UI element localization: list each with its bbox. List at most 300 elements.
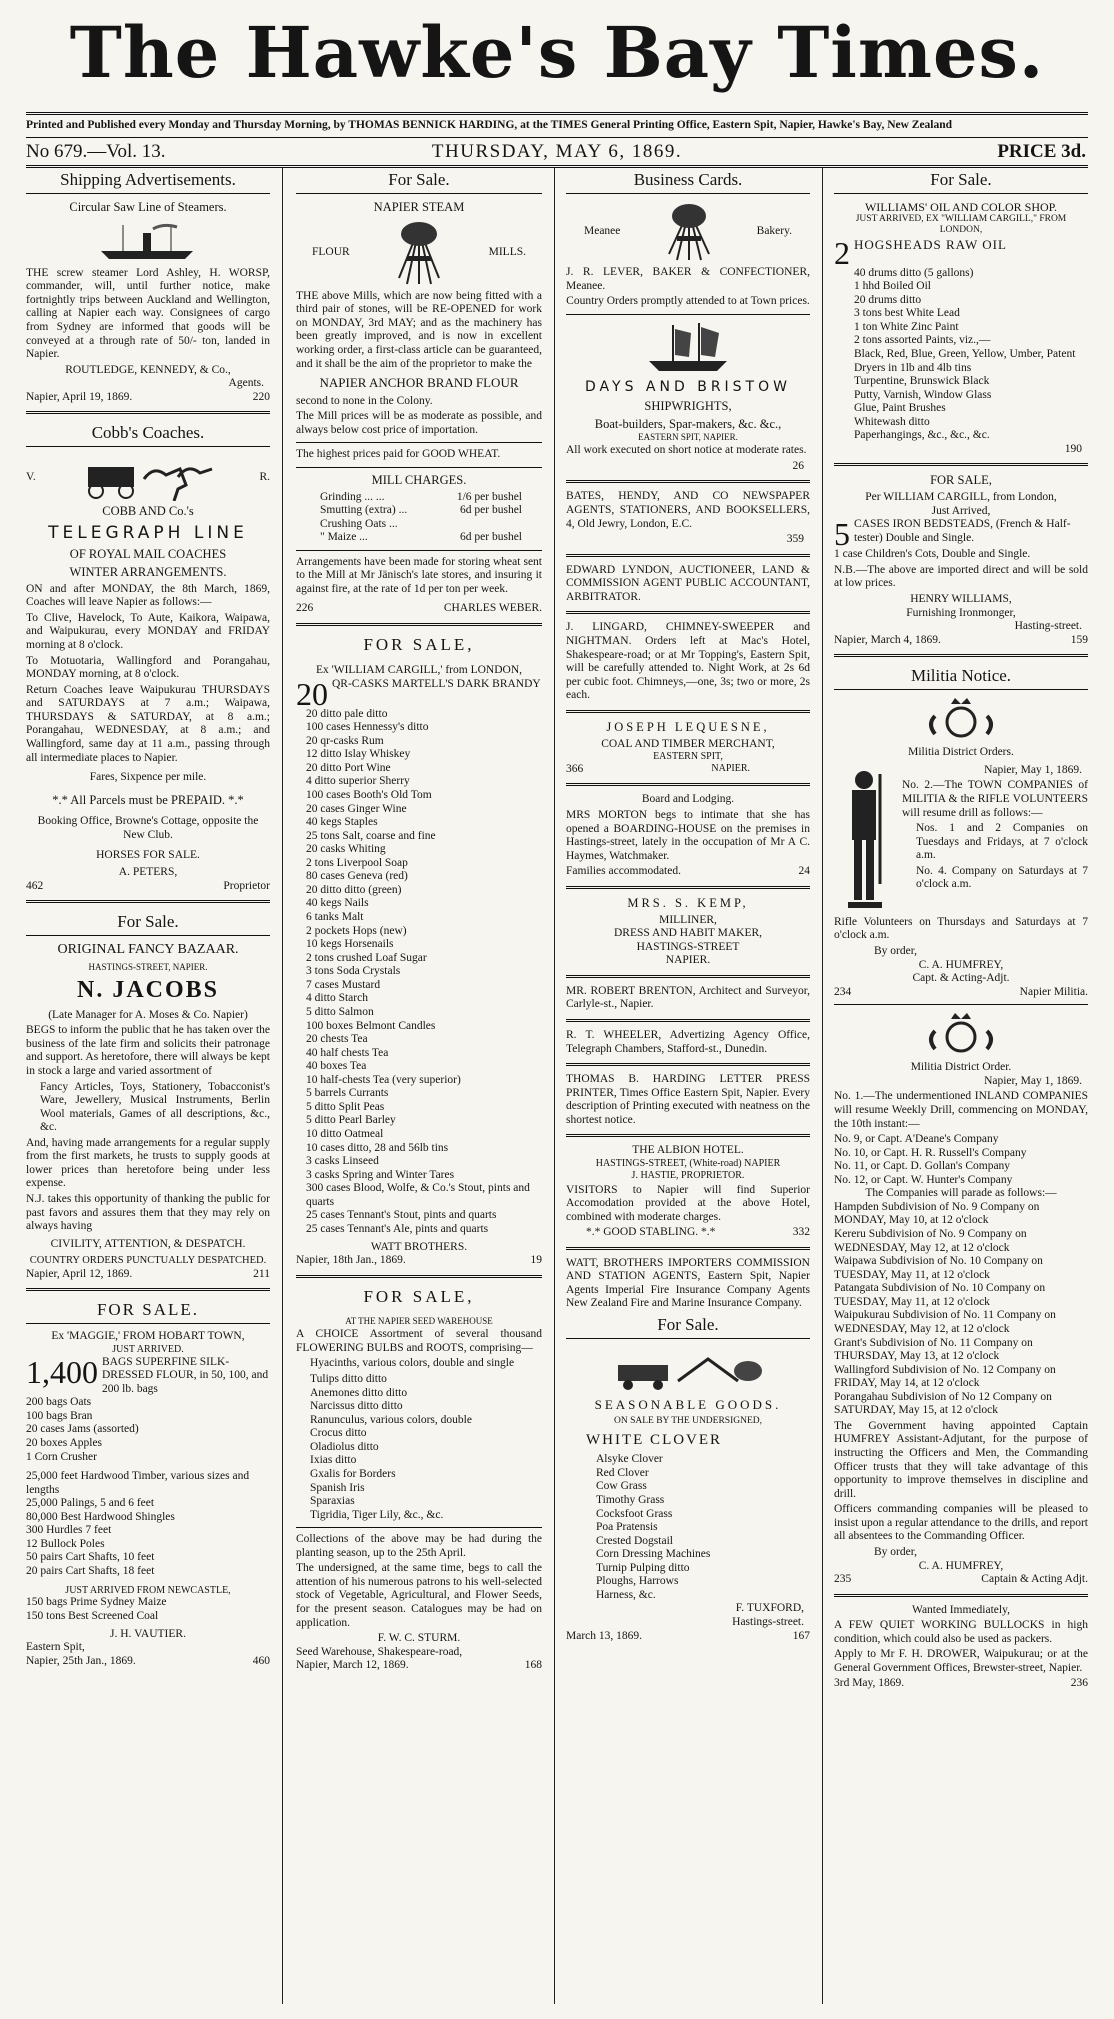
ad-text: Meanee bbox=[584, 225, 621, 238]
ad-body: Fancy Articles, Toys, Stationery, Tobacconist's Ware, Jewellery, Musical Instruments, Berlin Wool materials, Games of all descriptions, &c., &c. bbox=[40, 1080, 270, 1134]
ad-place: Eastern Spit, bbox=[26, 1641, 85, 1654]
list-item: 10 cases ditto, 28 and 56lb tins bbox=[306, 1141, 449, 1154]
section-heading: FOR SALE, bbox=[363, 635, 475, 654]
section-heading: FOR SALE, bbox=[363, 1286, 475, 1306]
wheat-sheaf-icon bbox=[659, 200, 719, 264]
ad-body: Nos. 1 and 2 Companies on Tuesdays and Fridays, at 7 o'clock a.m. bbox=[916, 822, 1088, 862]
newspaper-title: The Hawke's Bay Times. bbox=[69, 11, 1045, 94]
ad-signature-role: Hastings-street. bbox=[732, 1616, 804, 1629]
column-3 bbox=[566, 168, 810, 2004]
section-heading: For Sale. bbox=[296, 168, 542, 194]
list-item: Paperhangings, &c., &c., &c. bbox=[854, 429, 990, 442]
section-heading: FOR SALE. bbox=[26, 1298, 270, 1324]
charge-item: Grinding ... ... bbox=[320, 490, 385, 503]
list-item: No. 12, or Capt. W. Hunter's Company bbox=[834, 1173, 1013, 1186]
ad-number: 167 bbox=[792, 1629, 810, 1642]
list-item: Ixias ditto bbox=[310, 1454, 357, 1467]
ad-text: OF ROYAL MAIL COACHES bbox=[69, 547, 227, 562]
ad-title: N. JACOBS bbox=[76, 977, 220, 1004]
list-item: 20 casks Whiting bbox=[306, 843, 386, 856]
list-item: Putty, Varnish, Window Glass bbox=[854, 388, 992, 401]
list-item: 2 pockets Hops (new) bbox=[306, 924, 407, 937]
charge-item: Smutting (extra) ... bbox=[320, 504, 408, 517]
charges-row bbox=[320, 531, 542, 545]
ad-body: MR. ROBERT BRENTON, Architect and Surveyor, Carlyle-st., Napier. bbox=[566, 984, 810, 1011]
ad-body: No. 2.—The TOWN COMPANIES of MILITIA & the RIFLE VOLUNTEERS will resume drill as follows:— bbox=[902, 779, 1088, 819]
ad-text: AT THE NAPIER SEED WAREHOUSE bbox=[345, 1315, 493, 1326]
list-item: Waipukurau Subdivision of No. 11 Company on WEDNESDAY, May 12, at 12 o'clock bbox=[834, 1309, 1056, 1335]
ad-body: And, having made arrangements for a regular supply from the first markets, he trusts to supply goods at lower prices than heretofore being under less expense. bbox=[26, 1136, 270, 1190]
steamship-icon bbox=[93, 221, 203, 261]
list-item: Black, Red, Blue, Green, Yellow, Umber, Patent Dryers in 1lb and 4lb tins bbox=[854, 347, 1076, 374]
ad-number: 26 bbox=[792, 459, 804, 472]
list-item: Red Clover bbox=[596, 1466, 649, 1479]
list-item: 20 pairs Cart Shafts, 18 feet bbox=[26, 1565, 155, 1578]
list-item: Whitewash ditto bbox=[854, 415, 930, 428]
ad-title: Board and Lodging. bbox=[641, 793, 735, 806]
item-list bbox=[566, 1453, 810, 1602]
list-item: 3 tons best White Lead bbox=[854, 307, 960, 320]
ad-signature: ROUTLEDGE, KENNEDY, & Co., bbox=[65, 363, 231, 376]
charge-item: " Maize ... bbox=[320, 531, 368, 544]
list-item: No. 11, or Capt. D. Gollan's Company bbox=[834, 1160, 1011, 1173]
ad-text: Furnishing Ironmonger, bbox=[906, 606, 1016, 619]
ad-body: Country Orders promptly attended to at Town prices. bbox=[566, 295, 810, 308]
section-heading: For Sale. bbox=[834, 168, 1088, 194]
list-item: 25 cases Tennant's Ale, pints and quarts bbox=[306, 1222, 489, 1235]
ad-body: WATT, BROTHERS IMPORTERS COMMISSION AND STATION AGENTS, Eastern Spit, Napier Agents Imperial Fire Insurance Company Agents New Zealand Fire and Marine Insurance Company. bbox=[566, 1256, 810, 1310]
charge-price: 1/6 per bushel bbox=[456, 490, 522, 503]
list-item: No. 9, or Capt. A'Deane's Company bbox=[834, 1133, 999, 1146]
ad-text: Napier Militia. bbox=[1019, 985, 1088, 998]
ad-number: 234 bbox=[834, 985, 852, 998]
ad-text: EASTERN SPIT, bbox=[653, 751, 723, 763]
ad-signature-role: Proprietor bbox=[223, 879, 270, 892]
ad-body: MRS MORTON begs to intimate that she has opened a BOARDING-HOUSE on the premises in Hastings-street, lately in the occupation of Mr A C. Haymes, Watchmaker. bbox=[566, 809, 810, 862]
ad-text: QR-CASKS MARTELL'S DARK BRANDY bbox=[332, 677, 541, 690]
list-item: Cow Grass bbox=[596, 1480, 647, 1493]
ad-body: Return Coaches leave Waipukurau THURSDAYS and SATURDAYS at 7 a.m.; Waipawa, THURSDAYS & SATURDAY, at 8 a.m.; Porangahau, WEDNESDAY, at 8 a.m.; and Wallingford, same day at 11 a.m., passing through all intermediate places to Napier. bbox=[26, 683, 270, 764]
ad-title: WHITE CLOVER bbox=[586, 1431, 723, 1448]
ad-text: By order, bbox=[874, 1545, 917, 1558]
list-item: 100 boxes Belmont Candles bbox=[306, 1019, 436, 1032]
charge-price bbox=[522, 518, 542, 532]
list-item: 50 pairs Cart Shafts, 10 feet bbox=[26, 1551, 155, 1564]
list-item: 4 ditto superior Sherry bbox=[306, 775, 410, 788]
list-item: 2 tons crushed Loaf Sugar bbox=[306, 951, 427, 964]
charges-table bbox=[296, 491, 542, 545]
ad-big-number: 20 bbox=[296, 675, 328, 712]
ad-number: 159 bbox=[1070, 633, 1088, 646]
ad-text: WINTER ARRANGEMENTS. bbox=[69, 565, 227, 580]
ad-text: *.* All Parcels must be PREPAID. *.* bbox=[52, 792, 244, 807]
ad-text: Bakery. bbox=[756, 225, 792, 238]
ad-text: EASTERN SPIT, NAPIER. bbox=[638, 431, 738, 442]
ad-text: JUST ARRIVED, EX "WILLIAM CARGILL," FROM LONDON, bbox=[855, 214, 1067, 236]
list-item: 3 casks Spring and Winter Tares bbox=[306, 1168, 455, 1181]
ad-title: ORIGINAL FANCY BAZAAR. bbox=[57, 942, 239, 958]
item-list bbox=[26, 1396, 270, 1464]
coach-icon bbox=[78, 453, 218, 501]
item-list bbox=[834, 1133, 1088, 1187]
ad-big-number: 2 bbox=[834, 234, 850, 271]
ad-big-number: 5 bbox=[834, 516, 850, 553]
ad-body: THOMAS B. HARDING LETTER PRESS PRINTER, Times Office Eastern Spit, Napier. Every description of Printing executed with neatness on the shortest notice. bbox=[566, 1073, 810, 1126]
list-item: 40 drums ditto (5 gallons) bbox=[854, 266, 974, 279]
ad-text: NAPIER STEAM bbox=[373, 200, 465, 215]
issue-price: PRICE 3d. bbox=[997, 141, 1086, 162]
list-item: Gxalis for Borders bbox=[310, 1467, 396, 1480]
ad-number: 235 bbox=[834, 1573, 852, 1586]
ad-text: COBB AND Co.'s bbox=[102, 504, 194, 519]
list-item: 20 ditto Port Wine bbox=[306, 761, 391, 774]
ad-place-date: Napier, May 1, 1869. bbox=[984, 763, 1082, 776]
ad-title: WILLIAMS' OIL AND COLOR SHOP. bbox=[864, 200, 1058, 215]
ad-text: CASES IRON BEDSTEADS, (French & Half-tester) Double and Single. bbox=[854, 518, 1071, 544]
list-item: 7 cases Mustard bbox=[306, 978, 381, 991]
ad-title: Militia District Order. bbox=[910, 1061, 1012, 1074]
ad-signature: F. W. C. STURM. bbox=[377, 1632, 461, 1645]
issue-date: THURSDAY, MAY 6, 1869. bbox=[431, 141, 683, 162]
section-heading: Militia Notice. bbox=[834, 664, 1088, 690]
list-item: Narcissus ditto ditto bbox=[310, 1400, 403, 1413]
list-item: 20 drums ditto bbox=[854, 293, 922, 306]
list-item: Spanish Iris bbox=[310, 1481, 365, 1494]
ad-place-date: Napier, March 12, 1869. bbox=[296, 1659, 409, 1672]
list-item: Glue, Paint Brushes bbox=[854, 402, 946, 415]
list-item: 150 bags Prime Sydney Maize bbox=[26, 1596, 167, 1609]
ad-text: *.* GOOD STABLING. *.* bbox=[586, 1226, 716, 1239]
ad-title: Wanted Immediately, bbox=[912, 1603, 1010, 1616]
list-item: 40 kegs Staples bbox=[306, 816, 378, 829]
ad-text: (Late Manager for A. Moses & Co. Napier) bbox=[48, 1008, 248, 1021]
ad-text: By order, bbox=[874, 945, 917, 958]
list-item: Crested Dogstail bbox=[596, 1534, 673, 1547]
charges-row bbox=[320, 491, 542, 505]
ad-body: J. R. LEVER, BAKER & CONFECTIONER, Meanee. bbox=[566, 266, 810, 292]
list-item: 40 half chests Tea bbox=[306, 1046, 389, 1059]
list-item: Patangata Subdivision of No. 10 Company on TUESDAY, May 11, at 12 o'clock bbox=[834, 1282, 1046, 1308]
ad-text: NAPIER ANCHOR BRAND FLOUR bbox=[319, 375, 519, 391]
charge-price: 6d per bushel bbox=[460, 531, 522, 544]
sailing-ship-icon bbox=[643, 321, 733, 373]
ad-body: BATES, HENDY, AND CO NEWSPAPER AGENTS, STATIONERS, AND BOOKSELLERS, 4, Old Jewry, London, E.C. bbox=[566, 490, 810, 530]
list-item: Anemones ditto ditto bbox=[310, 1386, 408, 1399]
ad-text: HASTINGS-STREET bbox=[636, 940, 740, 953]
ad-body: All work executed on short notice at moderate rates. bbox=[566, 444, 807, 457]
charges-row bbox=[320, 504, 542, 518]
ad-subtitle: Circular Saw Line of Steamers. bbox=[69, 200, 227, 215]
ad-number: 190 bbox=[1064, 442, 1082, 455]
list-item: 80 cases Geneva (red) bbox=[306, 870, 408, 883]
ad-number: 462 bbox=[26, 879, 44, 892]
ad-body: Apply to Mr F. H. DROWER, Waipukurau; or at the General Government Offices, Brewster-street, Napier. bbox=[834, 1648, 1088, 1674]
ad-place-date: Napier, 18th Jan., 1869. bbox=[296, 1254, 406, 1267]
charge-price: 6d per bushel bbox=[460, 504, 522, 517]
ad-text: V. bbox=[26, 470, 36, 483]
ad-body: The Mill prices will be as moderate as possible, and always below cost price of importation. bbox=[296, 410, 542, 436]
ad-title: THE ALBION HOTEL. bbox=[632, 1144, 744, 1157]
list-item: 100 cases Hennessy's ditto bbox=[306, 721, 429, 734]
ad-signature: C. A. HUMFREY, bbox=[918, 1559, 1004, 1572]
item-list bbox=[26, 1596, 270, 1623]
list-item: Kereru Subdivision of No. 9 Company on WEDNESDAY, May 12, at 12 o'clock bbox=[834, 1228, 1027, 1254]
ad-body: BEGS to inform the public that he has taken over the business of the late firm and solicits their patronage and support. As heretofore, there will always be kept in stock a large and varied assortment of bbox=[26, 1024, 270, 1077]
list-item: 20 cases Ginger Wine bbox=[306, 802, 407, 815]
ad-number: 359 bbox=[786, 533, 804, 546]
list-item: 300 cases Blood, Wolfe, & Co.'s Stout, pints and quarts bbox=[306, 1182, 530, 1208]
ad-title: DAYS AND BRISTOW bbox=[585, 378, 791, 395]
list-item: 5 ditto Split Peas bbox=[306, 1100, 385, 1113]
ad-title: TELEGRAPH LINE bbox=[48, 523, 248, 544]
ad-text: ON SALE BY THE UNDERSIGNED, bbox=[613, 1416, 763, 1427]
ad-signature-role: Agents. bbox=[228, 377, 264, 390]
ad-body: Collections of the above may be had during the planting season, up to the 25th April. bbox=[296, 1533, 542, 1559]
ad-place-date: March 13, 1869. bbox=[566, 1629, 643, 1642]
list-item: 1 Corn Crusher bbox=[26, 1450, 97, 1463]
ad-number: 332 bbox=[792, 1226, 810, 1239]
ad-signature: A. PETERS, bbox=[118, 866, 178, 879]
list-item: 40 boxes Tea bbox=[306, 1060, 367, 1073]
list-item: 6 tanks Malt bbox=[306, 911, 364, 924]
issue-number: No 679.—Vol. 13. bbox=[26, 141, 166, 162]
ad-text: MILLS. bbox=[488, 246, 526, 259]
ad-text: JUST ARRIVED FROM NEWCASTLE, bbox=[65, 1584, 231, 1596]
ad-signature: F. TUXFORD, bbox=[735, 1602, 804, 1615]
ad-place-date: Napier, April 19, 1869. bbox=[26, 390, 133, 403]
column-2 bbox=[296, 168, 542, 2004]
ad-body: No. 4. Company on Saturdays at 7 o'clock a.m. bbox=[916, 864, 1088, 891]
ad-body: The undersigned, at the same time, begs to call the attention of his numerous patrons to his well-selected stock of Vegetable, Agricultural, and Flower Seeds, for the present season. Catalogues may be had on application. bbox=[296, 1562, 542, 1629]
item-list bbox=[296, 1373, 542, 1522]
list-item: 12 Bullock Poles bbox=[26, 1537, 105, 1550]
ad-text: MILL CHARGES. bbox=[371, 472, 467, 487]
section-heading: Business Cards. bbox=[566, 168, 810, 194]
list-item: 20 boxes Apples bbox=[26, 1436, 103, 1449]
list-item: Timothy Grass bbox=[596, 1493, 665, 1506]
ad-title: Militia District Orders. bbox=[908, 746, 1014, 759]
list-item: Ploughs, Harrows bbox=[596, 1575, 679, 1588]
ad-text: FLOUR bbox=[312, 246, 350, 259]
ad-title: JOSEPH LEQUESNE, bbox=[606, 719, 770, 734]
ad-text: HORSES FOR SALE. bbox=[96, 848, 200, 861]
ad-signature-role: Captain & Acting Adjt. bbox=[981, 1573, 1088, 1586]
item-list bbox=[834, 267, 1088, 443]
ad-text: JUST ARRIVED. bbox=[112, 1343, 184, 1355]
ad-body: THE screw steamer Lord Ashley, H. WORSP, commander, will, until further notice, make fortnightly trips between Auckland and Wellington, calling at Napier each way. Consignees of cargo from Sydney are informed that goods will be conveyed at a through rate of 50/- ton, landed in Napier. bbox=[26, 266, 270, 361]
list-item: Sparaxias bbox=[310, 1495, 355, 1508]
masthead bbox=[0, 0, 1114, 108]
ad-signature: J. H. VAUTIER. bbox=[110, 1627, 186, 1640]
ad-body: A FEW QUIET WORKING BULLOCKS in high condition, which could also be used as packers. bbox=[834, 1619, 1088, 1645]
dateline bbox=[26, 137, 1088, 168]
item-list bbox=[296, 708, 542, 1237]
list-item: 25,000 Palings, 5 and 6 feet bbox=[26, 1497, 155, 1510]
column-1 bbox=[26, 168, 270, 2004]
ad-text: Boat-builders, Spar-makers, &c. &c., bbox=[594, 417, 782, 431]
ad-place-date: Napier, 25th Jan., 1869. bbox=[26, 1654, 136, 1667]
list-item: 1 hhd Boiled Oil bbox=[854, 280, 931, 293]
list-item: 1 ton White Zinc Paint bbox=[854, 320, 959, 333]
ad-number: 220 bbox=[252, 390, 270, 403]
list-item: 5 barrels Currants bbox=[306, 1087, 389, 1100]
list-item: 20 ditto pale ditto bbox=[306, 707, 388, 720]
list-item: 100 bags Bran bbox=[26, 1409, 93, 1422]
ad-number: 366 bbox=[566, 762, 584, 775]
wheat-sheaf-icon bbox=[389, 218, 449, 288]
list-item: No. 10, or Capt. H. R. Russell's Company bbox=[834, 1146, 1027, 1159]
list-item: 10 kegs Horsenails bbox=[306, 938, 394, 951]
ad-text: BAGS SUPERFINE SILK-DRESSED FLOUR, in 50, 100, and 200 lb. bags bbox=[102, 1355, 269, 1395]
ad-place-date: Napier, March 4, 1869. bbox=[834, 633, 941, 646]
list-item: 10 half-chests Tea (very superior) bbox=[306, 1073, 461, 1086]
list-item: 4 ditto Starch bbox=[306, 992, 368, 1005]
charges-row bbox=[320, 518, 542, 532]
ad-title: MRS. S. KEMP, bbox=[627, 895, 749, 910]
list-item: 3 tons Soda Crystals bbox=[306, 965, 401, 978]
section-heading: For Sale. bbox=[566, 1313, 810, 1339]
ad-text: NAPIER. bbox=[665, 954, 711, 967]
ad-body: To Motuotaria, Wallingford and Porangahau, MONDAY morning, at 8 o'clock. bbox=[26, 654, 270, 681]
item-list bbox=[26, 1470, 270, 1579]
ad-body: 1 case Children's Cots, Double and Single. bbox=[834, 548, 1031, 561]
charge-item: Crushing Oats ... bbox=[320, 517, 398, 530]
ad-text: NAPIER. bbox=[711, 762, 750, 774]
ad-text: MILLINER, bbox=[659, 913, 717, 926]
ad-body: J. LINGARD, CHIMNEY-SWEEPER and NIGHTMAN. Orders left at Mac's Hotel, Shakespeare-road; or at Mr Topping's, Eastern Spit, will be carefully attended to. Night Work, at 2s 6d per cubic foot. Chimneys,—one, 3s; two or more, 2s each. bbox=[566, 621, 810, 702]
ad-number: 24 bbox=[798, 865, 810, 878]
list-item: 3 casks Linseed bbox=[306, 1155, 379, 1168]
list-item: Oladiolus ditto bbox=[310, 1440, 379, 1453]
ad-number: 211 bbox=[253, 1267, 270, 1280]
section-heading: For Sale. bbox=[26, 910, 270, 936]
list-item: Turnip Pulping ditto bbox=[596, 1561, 690, 1574]
list-item: Ranunculus, various colors, double bbox=[310, 1413, 472, 1426]
soldier-icon bbox=[834, 764, 896, 914]
list-item: 25 tons Salt, coarse and fine bbox=[306, 829, 436, 842]
ad-body: Officers commanding companies will be pleased to insist upon a regular attendance to the drills, and report all absentees to the Commanding Officer. bbox=[834, 1503, 1088, 1543]
ad-text: HOGSHEADS RAW OIL bbox=[854, 236, 1007, 252]
list-item: 100 cases Booth's Old Tom bbox=[306, 788, 432, 801]
ad-text: Hasting-street. bbox=[1014, 620, 1082, 633]
list-item: 5 ditto Salmon bbox=[306, 1005, 374, 1018]
list-item: Poa Pratensis bbox=[596, 1521, 658, 1534]
ad-number: 168 bbox=[524, 1659, 542, 1672]
list-item: Waipawa Subdivision of No. 10 Company on TUESDAY, May 11, at 12 o'clock bbox=[834, 1255, 1043, 1281]
list-item: 12 ditto Islay Whiskey bbox=[306, 748, 411, 761]
ad-text: The highest prices paid for GOOD WHEAT. bbox=[296, 448, 501, 461]
ad-text: COAL AND TIMBER MERCHANT, bbox=[601, 737, 775, 750]
item-list bbox=[834, 1201, 1088, 1418]
ad-title: SEASONABLE GOODS. bbox=[594, 1397, 782, 1413]
ad-text: Families accommodated. bbox=[566, 865, 681, 878]
list-item: Grant's Subdivision of No. 11 Company on THURSDAY, May 13, at 12 o'clock bbox=[834, 1336, 1033, 1363]
list-item: 300 Hurdles 7 feet bbox=[26, 1524, 112, 1537]
ad-body: ON and after MONDAY, the 8th March, 1869, Coaches will leave Napier as follows:— bbox=[26, 582, 270, 609]
ad-text: HASTINGS-STREET, (White-road) NAPIER bbox=[595, 1157, 781, 1169]
ad-body: THE above Mills, which are now being fitted with a third pair of stones, will be RE-OPENED for work on MONDAY, 3rd MAY; and as the machinery has been greatly improved, and is now in excellent working order, a first-class article can be guaranteed, and it shall be the aim of the proprietor to make the bbox=[296, 289, 542, 370]
ad-number: 19 bbox=[530, 1254, 542, 1267]
list-item: 10 ditto Oatmeal bbox=[306, 1128, 384, 1141]
ad-text: J. HASTIE, PROPRIETOR. bbox=[631, 1169, 745, 1181]
list-item: 25 cases Tennant's Stout, pints and quarts bbox=[306, 1209, 497, 1222]
list-item: Tulips ditto ditto bbox=[310, 1373, 387, 1386]
ad-body: EDWARD LYNDON, AUCTIONEER, LAND & COMMISSION AGENT PUBLIC ACCOUNTANT, ARBITRATOR. bbox=[566, 563, 810, 603]
ad-place-date: Napier, May 1, 1869. bbox=[984, 1074, 1082, 1087]
ad-body: N.B.—The above are imported direct and will be sold at low prices. bbox=[834, 563, 1088, 590]
ad-place: Seed Warehouse, Shakespeare-road, bbox=[296, 1645, 463, 1658]
ad-signature: CHARLES WEBER. bbox=[443, 602, 542, 615]
list-item: Hampden Subdivision of No. 9 Company on MONDAY, May 10, at 12 o'clock bbox=[834, 1200, 1040, 1227]
column-4 bbox=[834, 168, 1088, 2004]
ad-body: second to none in the Colony. bbox=[296, 394, 433, 407]
list-item: Turpentine, Brunswick Black bbox=[854, 375, 990, 388]
list-item: 40 kegs Nails bbox=[306, 897, 369, 910]
ad-text: The Companies will parade as follows:— bbox=[865, 1187, 1057, 1200]
ad-text: Per WILLIAM CARGILL, from London, bbox=[865, 491, 1057, 504]
ad-text: Booking Office, Browne's Cottage, opposite the New Club. bbox=[37, 815, 259, 841]
ad-place-date: Napier, April 12, 1869. bbox=[26, 1267, 133, 1280]
list-item: 20 chests Tea bbox=[306, 1033, 368, 1046]
ad-signature: WATT BROTHERS. bbox=[370, 1240, 468, 1253]
ad-text: CIVILITY, ATTENTION, & DESPATCH. bbox=[50, 1237, 246, 1250]
list-item: Crocus ditto bbox=[310, 1427, 367, 1440]
ad-body: Hyacinths, various colors, double and single bbox=[310, 1357, 515, 1370]
ad-number: 236 bbox=[1070, 1677, 1088, 1690]
list-item: 200 bags Oats bbox=[26, 1396, 92, 1409]
royal-crest-icon bbox=[921, 1011, 1001, 1055]
ad-body: Rifle Volunteers on Thursdays and Saturdays at 7 o'clock a.m. bbox=[834, 915, 1088, 942]
list-item: 80,000 Best Hardwood Shingles bbox=[26, 1510, 175, 1523]
ad-text: COUNTRY ORDERS PUNCTUALLY DESPATCHED. bbox=[29, 1255, 267, 1267]
ad-text: Just Arrived, bbox=[931, 504, 991, 517]
column-divider bbox=[822, 168, 823, 2004]
list-item: Wallingford Subdivision of No. 12 Company on FRIDAY, May 14, at 12 o'clock bbox=[834, 1363, 1056, 1390]
list-item: 2 tons assorted Paints, viz.,— bbox=[854, 334, 991, 347]
list-item: Tigridia, Tiger Lily, &c., &c. bbox=[310, 1508, 444, 1521]
ad-body: A CHOICE Assortment of several thousand FLOWERING BULBS and ROOTS, comprising— bbox=[296, 1328, 542, 1354]
farm-implements-icon bbox=[608, 1345, 768, 1391]
ad-number: 226 bbox=[296, 602, 314, 615]
ad-text: R. bbox=[259, 470, 270, 483]
list-item: Porangahau Subdivision of No 12 Company on SATURDAY, May 15, at 12 o'clock bbox=[834, 1390, 1052, 1417]
list-item: 20 qr-casks Rum bbox=[306, 734, 384, 747]
ad-text: Ex 'WILLIAM CARGILL,' from LONDON, bbox=[316, 664, 522, 677]
ad-signature: HENRY WILLIAMS, bbox=[910, 593, 1012, 606]
list-item: 20 ditto ditto (green) bbox=[306, 883, 402, 896]
list-item: Alsyke Clover bbox=[596, 1453, 663, 1466]
column-divider bbox=[554, 168, 555, 2004]
column-divider bbox=[282, 168, 283, 2004]
imprint-line: Printed and Published every Monday and Thursday Morning, by THOMAS BENNICK HARDING, at the TIMES General Printing Office, Eastern Spit, Napier, Hawke's Bay, New Zealand bbox=[26, 112, 1088, 131]
ad-signature-role: Capt. & Acting-Adjt. bbox=[912, 972, 1010, 985]
list-item: 5 ditto Pearl Barley bbox=[306, 1114, 396, 1127]
list-item: Cocksfoot Grass bbox=[596, 1507, 673, 1520]
list-item: 2 tons Liverpool Soap bbox=[306, 856, 408, 869]
ad-text: HASTINGS-STREET, NAPIER. bbox=[88, 961, 208, 972]
ad-body: N.J. takes this opportunity of thanking the public for past favors and assures them that they may rely on always having bbox=[26, 1193, 270, 1233]
section-heading: Shipping Advertisements. bbox=[26, 168, 270, 194]
ad-body: No. 1.—The undermentioned INLAND COMPANIES will resume Weekly Drill, commencing on MONDAY, the 10th instant:— bbox=[834, 1090, 1088, 1130]
ad-text: Ex 'MAGGIE,' FROM HOBART TOWN, bbox=[51, 1330, 245, 1343]
royal-crest-icon bbox=[921, 696, 1001, 740]
ad-number: 460 bbox=[252, 1654, 270, 1667]
ad-body: The Government having appointed Captain HUMFREY Assistant-Adjutant, for the purpose of instructing the Officers and Men, the Commanding Officer trusts that they will take advantage of this opportunity to improve themselves in discipline and drill. bbox=[834, 1419, 1088, 1500]
list-item: 20 cases Jams (assorted) bbox=[26, 1423, 139, 1436]
ad-text: SHIPWRIGHTS, bbox=[644, 399, 732, 414]
ad-place-date: 3rd May, 1869. bbox=[834, 1677, 905, 1690]
list-item: Harness, &c. bbox=[596, 1588, 656, 1601]
